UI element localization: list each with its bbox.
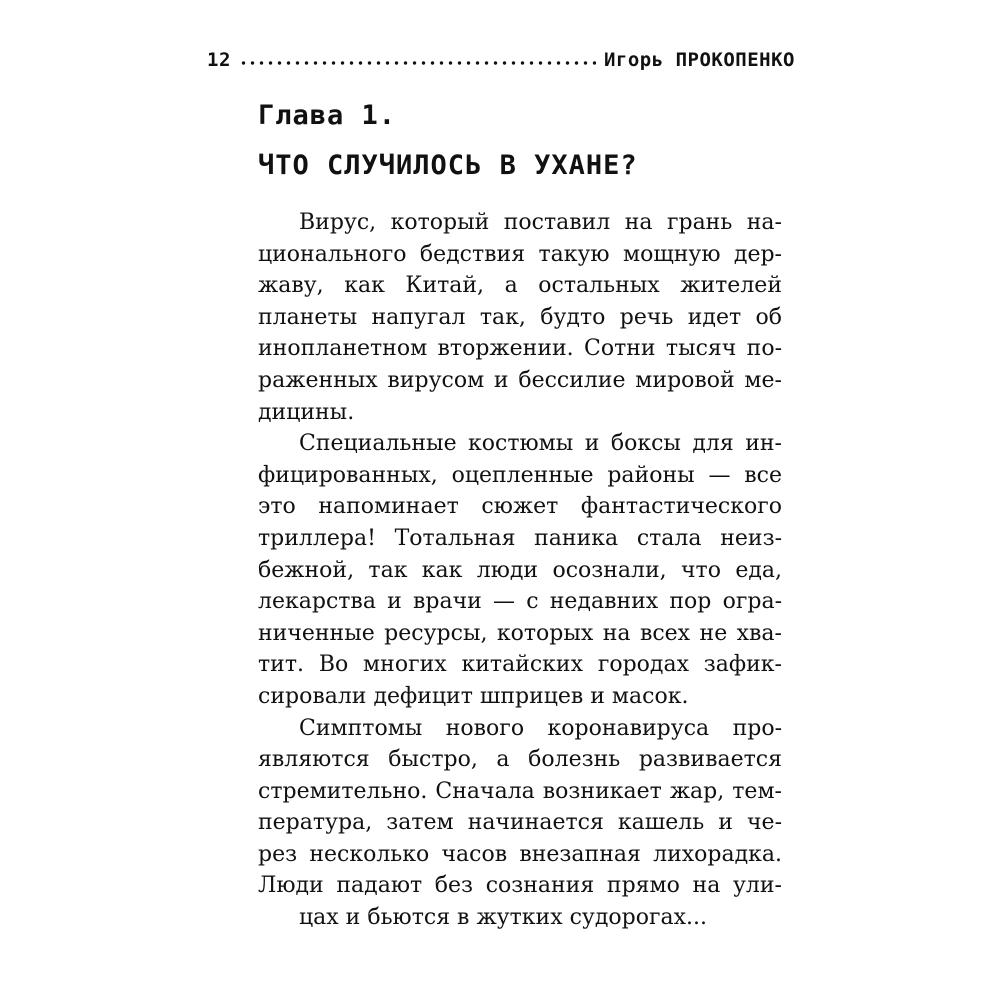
- text-line: являются быстро, а болезнь развивается: [258, 747, 782, 773]
- text-line: ционального бедствия такую мощную дер-: [258, 241, 782, 267]
- text-line: Симптомы нового коронавируса про-: [299, 715, 782, 741]
- text-line: тит. Во многих китайских городах зафик-: [258, 652, 782, 678]
- text-line: лекарства и врачи — с недавних пор огра-: [258, 589, 782, 615]
- text-line: Вирус, который поставил на грань на-: [299, 210, 782, 235]
- text-line: сировали дефицит шприцев и масок.: [258, 683, 689, 709]
- text-line: раженных вирусом и бессилие мировой ме-: [258, 367, 782, 393]
- text-line: стремительно. Сначала возникает жар, тем-: [258, 778, 782, 804]
- text-line: рез несколько часов внезапная лихорадка.: [258, 841, 782, 867]
- running-author: Игорь ПРОКОПЕНКО: [603, 49, 795, 71]
- chapter-title: ЧТО СЛУЧИЛОСЬ В УХАНЕ?: [258, 150, 638, 181]
- running-header: [207, 46, 795, 74]
- text-line: дицины.: [258, 399, 355, 425]
- text-line: пература, затем начинается кашель и че-: [258, 810, 782, 836]
- page-number: 12: [207, 49, 231, 71]
- text-line: инопланетном вторжении. Сотни тысяч по-: [258, 336, 782, 362]
- chapter-label: Глава 1.: [258, 100, 397, 131]
- text-line: цах и бьются в жутких судорогах...: [299, 905, 708, 931]
- text-line: ниченные ресурсы, которых на всех не хва-: [258, 620, 782, 646]
- text-line: фицированных, оцепленные районы — все: [258, 462, 782, 488]
- text-line: Люди падают без сознания прямо на ули-: [258, 873, 782, 899]
- text-line: это напоминает сюжет фантастического: [258, 494, 782, 520]
- text-line: планеты напугал так, будто речь идет об: [258, 304, 782, 330]
- text-line: жаву, как Китай, а остальных жителей: [258, 273, 782, 299]
- dotted-leader: [239, 61, 596, 65]
- text-line: триллера! Тотальная паника стала неиз-: [258, 525, 782, 551]
- text-line: бежной, так как люди осознали, что еда,: [258, 557, 782, 583]
- body-text: [258, 207, 782, 934]
- text-line: Специальные костюмы и боксы для ин-: [299, 431, 782, 457]
